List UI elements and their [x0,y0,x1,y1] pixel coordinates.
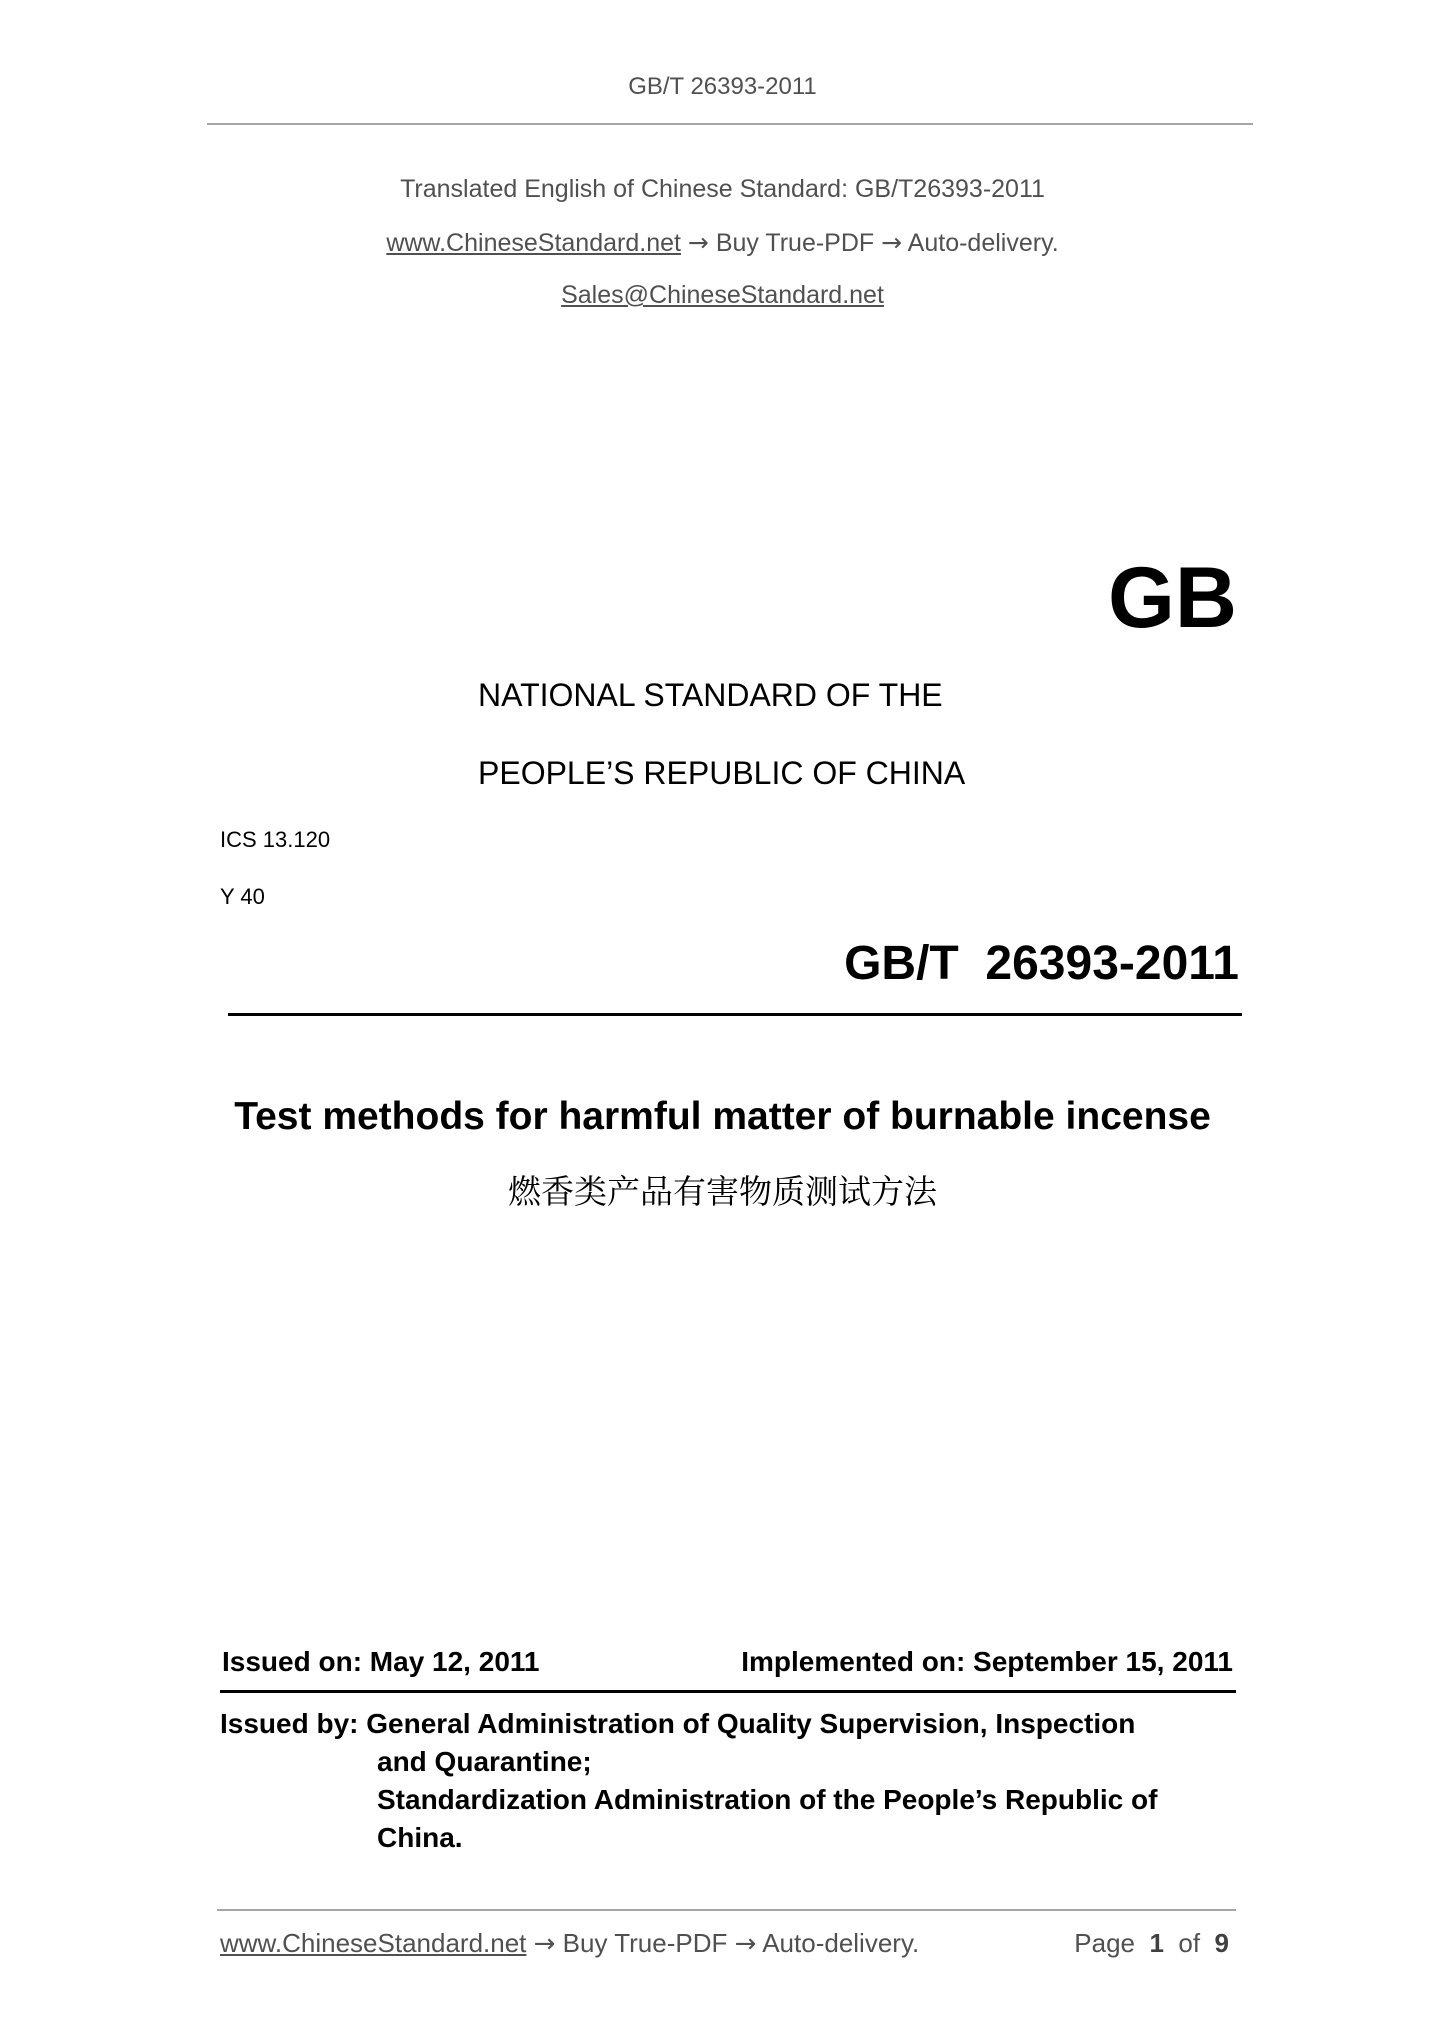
title-chinese: 燃香类产品有害物质测试方法 [508,1172,937,1211]
delivery-text: Auto-delivery. [907,229,1059,257]
national-standard-line-2: PEOPLE’S REPUBLIC OF CHINA [478,755,966,791]
issued-by-line-3: Standardization Administration of the People’s Republic of [377,1784,1158,1815]
footer-delivery-text: Auto-delivery. [762,1928,920,1958]
page-of: of [1178,1928,1201,1958]
site-link[interactable]: www.ChineseStandard.net [386,229,681,257]
classification-code: Y 40 [220,884,265,909]
arrow-right-icon: → [734,1929,757,1959]
footer-buy-text: Buy True-PDF [562,1928,728,1958]
issuance-divider [220,1690,1236,1693]
footer-site-link[interactable]: www.ChineseStandard.net [220,1928,527,1958]
issued-by-block [220,1705,1220,1857]
page-indicator [1074,1930,1229,1956]
running-header: GB/T 26393-2011 [628,73,817,100]
promo-line [0,228,1445,258]
implemented-on: Implemented on: September 15, 2011 [741,1646,1233,1677]
arrow-right-icon: → [881,228,903,257]
standard-number: GB/T 26393-2011 [844,937,1239,990]
issued-on: Issued on: May 12, 2011 [222,1646,540,1677]
page-current: 1 [1149,1928,1164,1958]
email-line [0,281,1445,310]
email-link[interactable]: Sales@ChineseStandard.net [561,281,884,309]
footer-promo [220,1930,919,1957]
translation-notice: Translated English of Chinese Standard: GB/T26393-2011 [400,175,1045,203]
arrow-right-icon: → [533,1929,556,1959]
page-label: Page [1074,1928,1136,1958]
issued-by-line-2: and Quarantine; [377,1746,592,1777]
header-divider [207,123,1253,125]
issued-by-line-4: China. [377,1822,463,1853]
buy-text: Buy True-PDF [715,229,875,257]
title-english: Test methods for harmful matter of burnable incense [234,1095,1211,1138]
issued-by-line-1: Issued by: General Administration of Quality Supervision, Inspection [220,1708,1136,1739]
gb-logo: GB [1108,550,1237,646]
national-standard-line-1: NATIONAL STANDARD OF THE [478,677,943,713]
ics-code: ICS 13.120 [220,827,331,852]
footer-divider [217,1909,1236,1911]
page-total: 9 [1214,1928,1229,1958]
title-divider [228,1013,1242,1016]
arrow-right-icon: → [687,228,709,257]
